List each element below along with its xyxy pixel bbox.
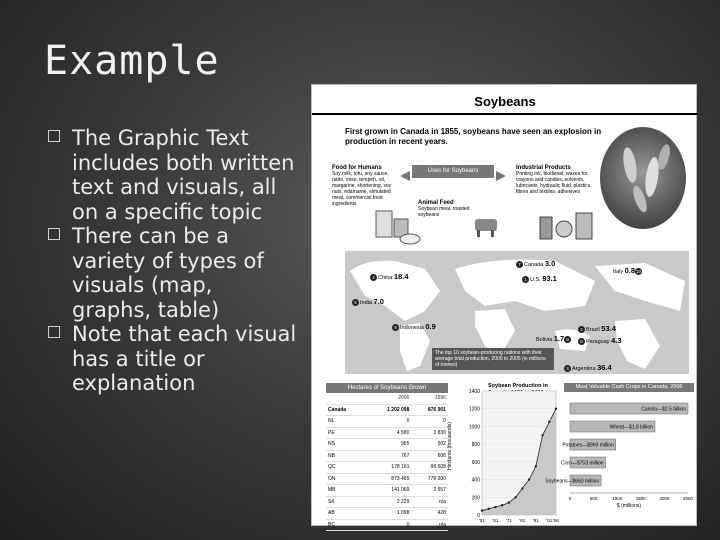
x-tick-label: 0 xyxy=(568,496,572,501)
table-row xyxy=(326,497,448,509)
slide-title: Example xyxy=(44,38,220,84)
production-chart xyxy=(446,383,560,525)
crop-bar-label: Soybeans—$660 million xyxy=(545,478,600,485)
table-row xyxy=(326,474,448,486)
y-tick-label: 1000 xyxy=(468,424,480,431)
table-cell: AB xyxy=(328,510,335,516)
x-tick-label: '06 xyxy=(553,518,559,523)
table-cell: QC xyxy=(328,464,336,470)
map-label-indonesia: 9 Indonesia 0.9 xyxy=(392,322,436,331)
table-row xyxy=(326,439,448,451)
table-cell: 876 901 xyxy=(427,406,446,413)
table-cell: 0 xyxy=(443,418,446,424)
arrow-right-icon xyxy=(496,171,506,181)
food-title: Food for Humans xyxy=(332,165,382,171)
map-label-china: 4 China 18.4 xyxy=(370,272,409,281)
table-cell: 178 161 xyxy=(391,464,410,470)
table-title: Hectares of Soybeans Grown xyxy=(326,383,448,393)
table-cell: 2 557 xyxy=(433,487,446,493)
data-point xyxy=(481,509,483,511)
table-cell: 4 580 xyxy=(396,429,410,436)
table-cell: 965 xyxy=(401,441,410,447)
data-point xyxy=(555,408,557,410)
soybean-infographic xyxy=(311,84,697,526)
table-cell: PE xyxy=(328,429,335,436)
infographic-subtitle: First grown in Canada in 1855, soybeans have seen an explosion in production in recent years. xyxy=(345,127,602,146)
bullet-box-icon xyxy=(48,326,60,338)
y-tick-label: 600 xyxy=(471,459,480,466)
food-products-icon xyxy=(372,205,422,247)
data-point xyxy=(535,465,537,467)
bullet-list xyxy=(48,126,298,396)
table-row xyxy=(326,508,448,520)
table-cell: BC xyxy=(328,521,335,528)
table-row xyxy=(326,451,448,463)
map-label-argentina: 3 Argentina 36.4 xyxy=(564,363,612,372)
table-cell: 776 200 xyxy=(427,475,446,482)
table-cell: 96 608 xyxy=(430,464,446,470)
x-tick-label: 500 xyxy=(589,496,598,501)
map-label-bolivia: Bolivia 1.7 8 xyxy=(536,334,572,343)
y-tick-label: 800 xyxy=(471,442,480,449)
animal-text: Soybean meal, roasted soybeans xyxy=(418,206,470,218)
table-cell: ON xyxy=(328,475,336,482)
food-box xyxy=(332,165,396,207)
y-tick-label: 0 xyxy=(477,513,480,519)
x-tick-label: '01 xyxy=(546,518,553,523)
soybean-photo xyxy=(600,127,686,229)
map-label-india: 5 India 7.0 xyxy=(352,297,384,306)
x-tick-label: 2500 xyxy=(682,496,694,501)
industrial-title: Industrial Products xyxy=(516,165,571,171)
bullet-item xyxy=(48,224,298,322)
soybean-pods-icon xyxy=(600,127,686,229)
bullet-item xyxy=(48,126,298,224)
crop-bar-label: Wheat—$1.8 billion xyxy=(609,424,653,431)
bullet-text: The Graphic Text includes both written text and visuals, all on a specific topic xyxy=(72,126,295,224)
x-tick-label: '61 xyxy=(492,518,499,523)
table-cell: 1996 xyxy=(434,395,446,401)
map-label-paraguay: 6 Paraguay 4.3 xyxy=(578,336,622,345)
data-point xyxy=(548,421,550,423)
arrow-left-icon xyxy=(400,171,410,181)
map-label-italy: Italy 0.810 xyxy=(613,266,642,275)
x-tick-label: '91 xyxy=(532,518,539,523)
table-row xyxy=(326,462,448,474)
table-cell: NS xyxy=(328,441,335,447)
production-y-label: Hectares (thousands) xyxy=(446,422,453,470)
title-rule xyxy=(312,113,698,115)
crops-x-label: $ (millions) xyxy=(616,503,642,509)
x-tick-label: 1500 xyxy=(635,496,646,501)
table-cell: 502 xyxy=(437,441,446,447)
food-text: Soy milk, tofu, soy sauce, natto, miso, tempeh, oil, margarine, shortening, soy nuts, edamame, simulated meat, commercial food ingredients xyxy=(332,171,392,207)
table-cell: SK xyxy=(328,498,335,505)
data-point xyxy=(514,496,516,498)
map-caption: The top 10 soybean-producing nations with their average total production, 2000 to 2005 (in millions of tonnes) xyxy=(432,348,554,370)
animal-title: Animal Feed xyxy=(418,200,454,206)
cow-icon xyxy=(472,213,502,239)
data-point xyxy=(501,504,503,506)
table-cell: 428 xyxy=(437,510,446,516)
y-tick-label: 200 xyxy=(471,495,480,502)
bullet-text: Note that each visual has a title or explanation xyxy=(72,322,297,395)
bullet-box-icon xyxy=(48,228,60,240)
table-cell: 1 202 098 xyxy=(387,406,410,413)
production-chart-title: Soybean Production in xyxy=(488,383,548,389)
table-body xyxy=(326,393,448,531)
x-tick-label: '81 xyxy=(519,518,526,523)
map-label-brazil: 2 Brazil 53.4 xyxy=(578,324,616,333)
x-tick-label: '71 xyxy=(505,518,512,523)
industrial-products-icon xyxy=(538,209,598,241)
table-row xyxy=(326,405,448,417)
x-tick-label: 2000 xyxy=(659,496,670,501)
hectares-table xyxy=(326,383,448,528)
infographic-title: Soybeans xyxy=(474,94,536,109)
table-cell: 141 069 xyxy=(391,487,410,493)
table-cell: 1 098 xyxy=(396,510,410,516)
crop-bar-label: Corn—$753 million xyxy=(561,460,604,467)
table-row xyxy=(326,485,448,497)
data-point xyxy=(508,501,510,503)
crops-chart-title: Most Valuable Cash Crops in Canada, 2006 xyxy=(564,383,694,392)
data-point xyxy=(494,506,496,508)
x-tick-label: '51 xyxy=(479,518,485,523)
data-point xyxy=(521,487,523,489)
table-cell: NB xyxy=(328,452,335,459)
industrial-box xyxy=(516,165,598,195)
bullet-box-icon xyxy=(48,130,60,142)
table-cell: MB xyxy=(328,487,336,493)
y-tick-label: 1200 xyxy=(468,406,480,413)
table-cell: 2 830 xyxy=(433,429,446,436)
table-row xyxy=(326,520,448,532)
table-cell: n/a xyxy=(439,498,446,505)
y-tick-label: 400 xyxy=(471,477,480,484)
table-cell: NL xyxy=(328,418,335,424)
table-header-row xyxy=(326,393,448,405)
table-cell: 2006 xyxy=(398,395,410,401)
map-label-canada: 7 Canada 3.0 xyxy=(516,259,555,268)
map-label-us: 1 U.S. 93.1 xyxy=(522,274,557,283)
table-cell: 873 465 xyxy=(391,475,410,482)
table-cell: 0 xyxy=(406,521,410,528)
table-row xyxy=(326,428,448,440)
data-point xyxy=(488,508,490,510)
data-point xyxy=(541,434,543,436)
uses-header: Uses for Soybeans xyxy=(412,165,494,178)
crop-bar-label: Potatoes—$969 million xyxy=(562,442,614,449)
production-chart-svg xyxy=(452,383,560,525)
table-cell: 0 xyxy=(406,418,410,424)
table-cell: 2 229 xyxy=(396,498,410,505)
table-cell: n/a xyxy=(439,521,446,528)
bullet-text: There can be a variety of types of visuals (map, graphs, table) xyxy=(72,224,264,322)
crops-chart xyxy=(545,383,694,523)
x-tick-label: 1000 xyxy=(612,496,623,501)
table-cell xyxy=(326,393,367,404)
table-cell: 767 xyxy=(401,452,410,459)
bullet-item xyxy=(48,322,298,396)
table-row xyxy=(326,416,448,428)
crop-bar-label: Canola—$2.5 billion xyxy=(641,406,686,413)
data-point xyxy=(528,478,530,480)
table-cell: 606 xyxy=(437,452,446,459)
industrial-text: Printing ink, biodiesel, waxes for crayons and candles, solvents, lubricants, hydraulic fluid, plastics, fibres and textiles, adhesives xyxy=(516,171,592,195)
table-cell: Canada xyxy=(328,406,347,413)
y-tick-label: 1400 xyxy=(468,389,480,395)
